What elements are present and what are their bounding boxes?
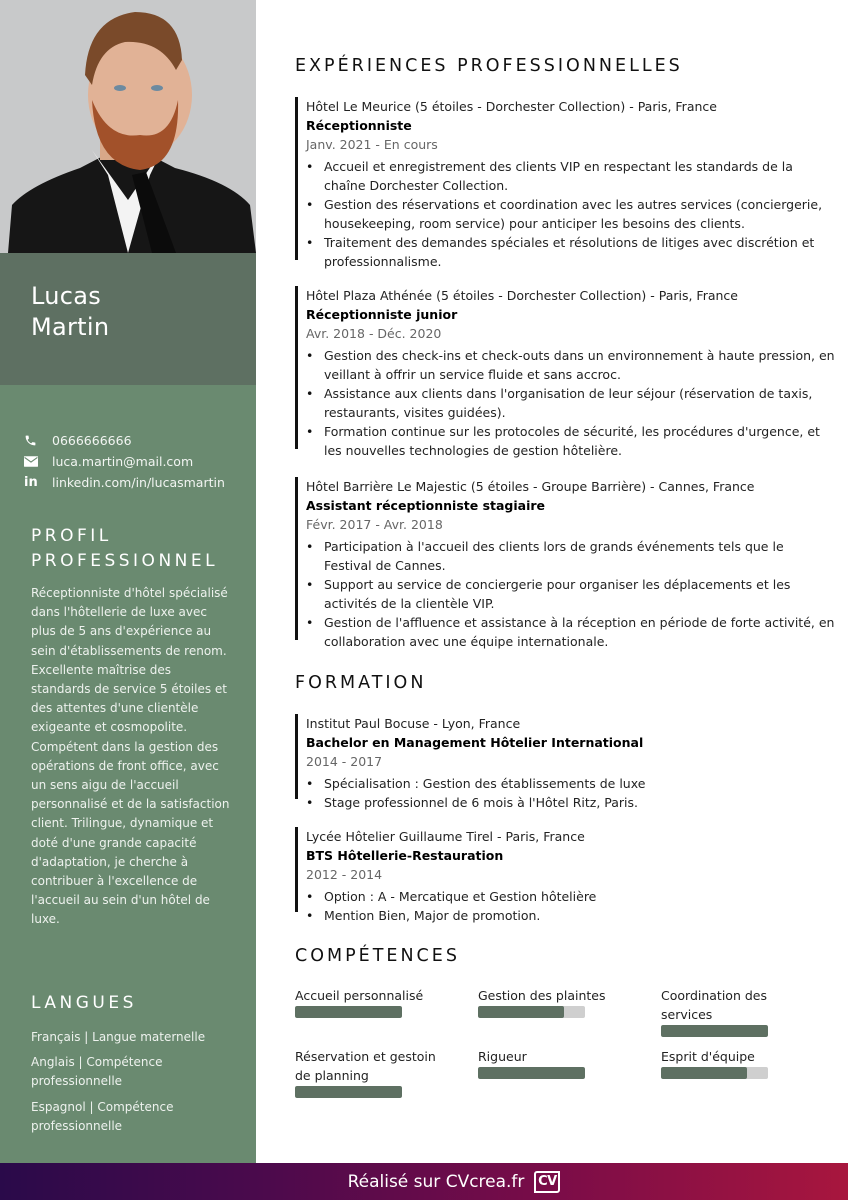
entry-bullets [295,157,835,272]
footer-text[interactable]: Réalisé sur CVcrea.fr [347,1171,525,1192]
entry-divider [295,477,298,640]
profile-title: PROFIL PROFESSIONNEL [31,526,219,571]
skill-bar-fill [295,1086,402,1098]
entry-date: 2012 - 2014 [306,867,383,882]
entry-role: Réceptionniste [306,118,412,133]
skill-item [295,986,455,1018]
entry-bullets [295,774,835,812]
skill-bar-fill [478,1006,564,1018]
languages-title: LANGUES [31,993,137,1013]
mail-icon [24,456,52,467]
language-item: Anglais | Compétence professionnelle [31,1055,163,1089]
entry-divider [295,97,298,260]
experience-entry [295,97,835,272]
skill-bar [661,1067,768,1079]
skill-item [478,1047,638,1079]
contact-linkedin [24,472,249,493]
bullet-item: • Gestion de l'affluence et assistance à la réception en période de forte activité, en collaboration avec une équipe internationale. [324,613,835,651]
skill-bar [478,1006,585,1018]
education-entry [295,714,835,812]
skill-bar [295,1006,402,1018]
email-address[interactable]: luca.martin@mail.com [52,454,194,469]
skill-label: Esprit d'équipe [661,1049,755,1064]
entry-organization: Lycée Hôtelier Guillaume Tirel - Paris, France [306,829,585,844]
experience-title: EXPÉRIENCES PROFESSIONNELLES [295,56,683,76]
languages-section [31,991,231,1142]
skill-bar [478,1067,585,1079]
entry-organization: Institut Paul Bocuse - Lyon, France [306,716,521,731]
first-name: Lucas [31,282,102,310]
bullet-item: • Option : A - Mercatique et Gestion hôtelière [324,887,835,906]
skill-item [478,986,638,1018]
bullet-item: • Traitement des demandes spéciales et résolutions de litiges avec discrétion et professionnalisme. [324,233,835,271]
skill-item [295,1047,445,1098]
entry-organization: Hôtel Barrière Le Majestic (5 étoiles - Groupe Barrière) - Cannes, France [306,479,755,494]
skill-label: Accueil personnalisé [295,988,424,1003]
footer-banner[interactable] [0,1163,848,1200]
bullet-item: • Spécialisation : Gestion des établissements de luxe [324,774,835,793]
experience-entry [295,477,835,652]
portrait-image [0,0,256,253]
last-name: Martin [31,313,110,341]
entry-role: Assistant réceptionniste stagiaire [306,498,546,513]
profile-section [31,524,231,930]
contact-list [24,430,249,493]
skill-label: Rigueur [478,1049,527,1064]
phone-icon [24,434,52,447]
bullet-item: • Gestion des réservations et coordination avec les autres services (conciergerie, housekeeping, room service) pour anticiper les besoins des clients. [324,195,835,233]
skill-item [661,986,781,1037]
skill-bar [661,1025,768,1037]
entry-bullets [295,346,835,461]
education-entry [295,827,835,925]
phone-number[interactable]: 0666666666 [52,433,132,448]
linkedin-icon: in [24,475,38,490]
bullet-item: • Stage professionnel de 6 mois à l'Hôtel Ritz, Paris. [324,793,835,812]
language-item: Français | Langue maternelle [31,1030,206,1044]
entry-bullets [295,887,835,925]
bullet-item: • Assistance aux clients dans l'organisation de leur séjour (réservation de taxis, restaurants, visites guidées). [324,384,835,422]
sidebar [0,0,256,1163]
entry-role: Réceptionniste junior [306,307,458,322]
entry-organization: Hôtel Plaza Athénée (5 étoiles - Dorchester Collection) - Paris, France [306,288,738,303]
entry-role: Bachelor en Management Hôtelier International [306,735,644,750]
entry-date: Janv. 2021 - En cours [306,137,438,152]
bullet-item: • Gestion des check-ins et check-outs dans un environnement à haute pression, en veillant à offrir un service fluide et sans accroc. [324,346,835,384]
bullet-item: • Formation continue sur les protocoles de sécurité, les procédures d'urgence, et les nouvelles technologies de gestion hôtelière. [324,422,835,460]
entry-organization: Hôtel Le Meurice (5 étoiles - Dorchester Collection) - Paris, France [306,99,717,114]
skill-label: Coordination des services [661,988,767,1022]
skill-item [661,1047,821,1079]
skill-bar [295,1086,402,1098]
entry-bullets [295,537,835,652]
profile-photo [0,0,256,253]
contact-email [24,451,249,472]
skill-bar-fill [661,1067,747,1079]
cvcrea-logo-icon: CV [534,1171,560,1193]
language-item: Espagnol | Compétence professionnelle [31,1099,174,1133]
entry-date: Févr. 2017 - Avr. 2018 [306,517,443,532]
skill-bar-fill [661,1025,768,1037]
skill-bar-fill [295,1006,402,1018]
name-block [0,253,256,385]
contact-phone [24,430,249,451]
entry-date: Avr. 2018 - Déc. 2020 [306,326,442,341]
entry-divider [295,714,298,799]
experience-entry [295,286,835,461]
linkedin-url[interactable]: linkedin.com/in/lucasmartin [52,475,225,490]
skill-label: Gestion des plaintes [478,988,606,1003]
skill-bar-fill [478,1067,585,1079]
bullet-item: • Support au service de conciergerie pour organiser les déplacements et les activités de la clientèle VIP. [324,575,835,613]
skills-title: COMPÉTENCES [295,946,460,966]
entry-divider [295,286,298,449]
skill-label: Réservation et gestoin de planning [295,1049,436,1083]
bullet-item: • Accueil et enregistrement des clients VIP en respectant les standards de la chaîne Dorchester Collection. [324,157,835,195]
education-title: FORMATION [295,673,427,693]
entry-role: BTS Hôtellerie-Restauration [306,848,504,863]
profile-summary: Réceptionniste d'hôtel spécialisé dans l'hôtellerie de luxe avec plus de 5 ans d'expérience au sein d'établissements de renom. Excellente maîtrise des standards de service 5 étoiles et des attentes d'une clientèle exigeante et cosmopolite. Compétent dans la gestion des opérations de front office, avec un sens aigu de l'accueil personnalisé et de la satisfaction client. Trilingue, dynamique et doté d'une grande capacité d'adaptation, je cherche à contribuer à l'excellence de l'accueil au sein d'un hôtel de luxe. [31,586,230,927]
entry-divider [295,827,298,912]
bullet-item: • Mention Bien, Major de promotion. [324,906,835,925]
entry-date: 2014 - 2017 [306,754,383,769]
bullet-item: • Participation à l'accueil des clients lors de grands événements tels que le Festival de Cannes. [324,537,835,575]
